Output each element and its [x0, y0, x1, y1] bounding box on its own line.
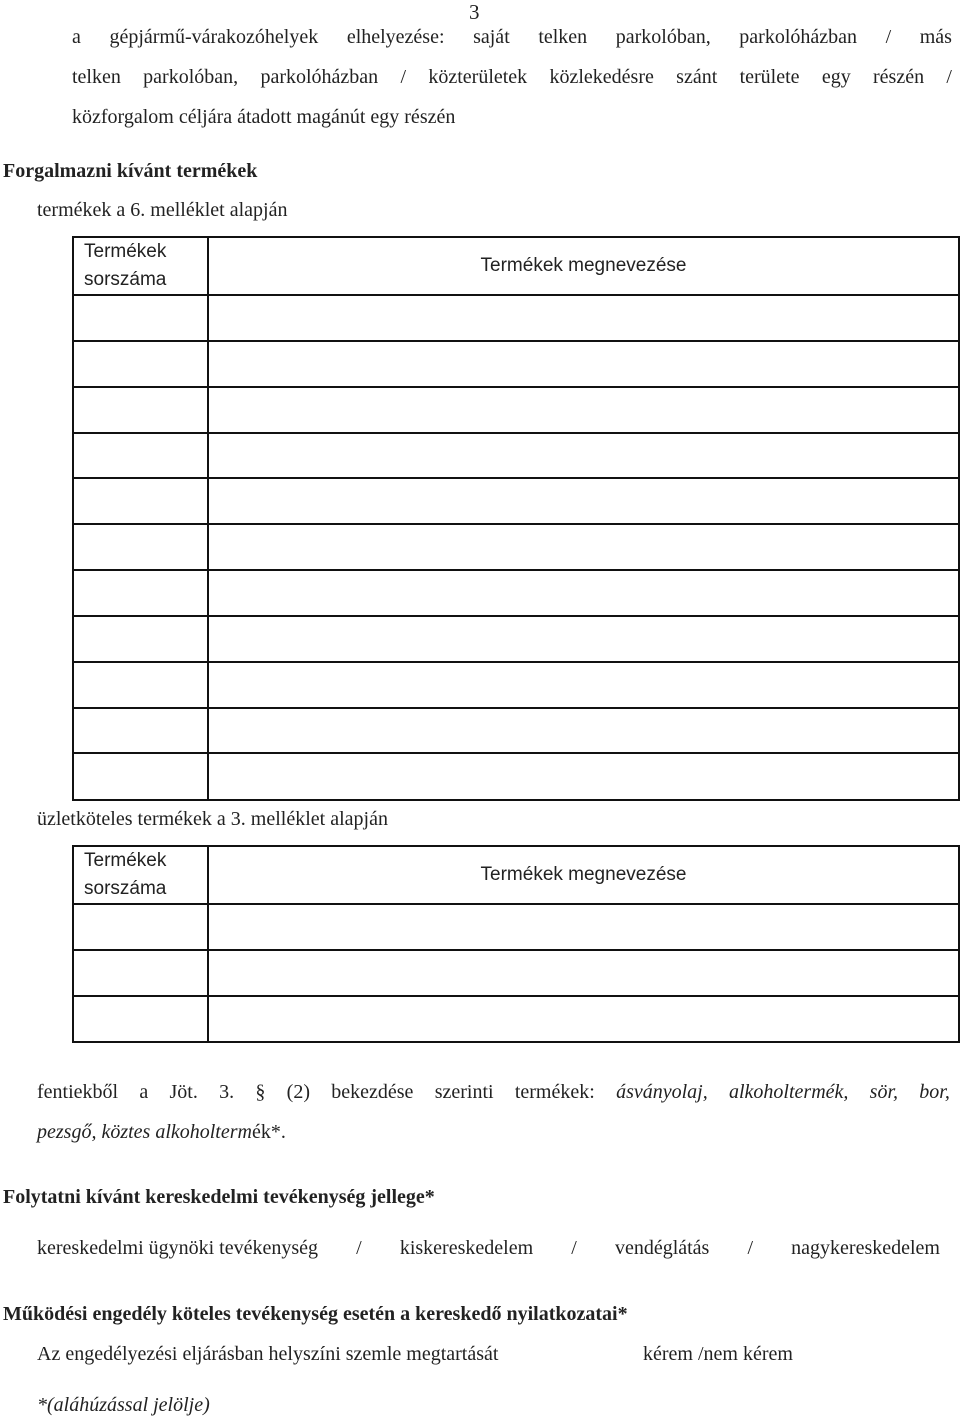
product-number-cell[interactable]	[73, 662, 208, 708]
table-row	[73, 662, 959, 708]
table-row	[73, 295, 959, 341]
page-number: 3	[469, 0, 480, 24]
excise-note-line-1	[37, 1081, 950, 1104]
activity-option[interactable]: nagykereskedelem	[791, 1237, 940, 1259]
activity-option[interactable]: vendéglátás	[614, 1237, 710, 1259]
product-number-cell[interactable]	[73, 433, 208, 478]
product-name-cell[interactable]	[208, 295, 959, 341]
activity-option[interactable]: kiskereskedelem	[399, 1237, 534, 1259]
table-row	[73, 904, 959, 950]
excise-note-italic-word: ásványolaj,	[616, 1081, 708, 1103]
column-header-number-line2: sorszáma	[84, 878, 167, 899]
products-6-subtitle: termékek a 6. melléklet alapján	[37, 199, 288, 221]
product-name-cell[interactable]	[208, 950, 959, 996]
column-header-number	[73, 237, 208, 295]
intro-line-1	[72, 26, 952, 49]
table-row	[73, 433, 959, 478]
excise-note-word: §	[255, 1081, 266, 1103]
intro-line-2-word: területe	[739, 66, 800, 88]
column-header-number-line2: sorszáma	[84, 269, 167, 290]
excise-note-italic-word: bor,	[919, 1081, 950, 1103]
intro-line-2-word: közterületek	[428, 66, 528, 88]
intro-line-1-word: parkolóban,	[615, 26, 711, 48]
intro-line-1-word: gépjármű-várakozóhelyek	[109, 26, 319, 48]
product-name-cell[interactable]	[208, 478, 959, 524]
product-name-cell[interactable]	[208, 433, 959, 478]
permit-heading: Működési engedély köteles tevékenység esetén a kereskedő nyilatkozatai*	[3, 1303, 628, 1325]
product-name-cell[interactable]	[208, 570, 959, 616]
permit-statement: Az engedélyezési eljárásban helyszíni szemle megtartását	[37, 1343, 499, 1365]
product-name-cell[interactable]	[208, 996, 959, 1042]
intro-line-2-word: közlekedésre	[549, 66, 654, 88]
table-row	[73, 387, 959, 433]
intro-line-2-word: /	[946, 66, 952, 88]
excise-note-word: bekezdése	[331, 1081, 414, 1103]
excise-note-word: fentiekből	[37, 1081, 119, 1103]
excise-note-tail: ék*.	[251, 1121, 286, 1143]
footnote: *(aláhúzással jelölje)	[37, 1394, 210, 1416]
product-number-cell[interactable]	[73, 904, 208, 950]
excise-note-word: (2)	[286, 1081, 310, 1103]
product-name-cell[interactable]	[208, 662, 959, 708]
intro-line-2-word: szánt	[676, 66, 718, 88]
products-3-subtitle: üzletköteles termékek a 3. melléklet alapján	[37, 808, 388, 830]
excise-note-word: a	[139, 1081, 149, 1103]
products-table-3	[72, 845, 960, 1043]
intro-line-2-word: részén	[873, 66, 925, 88]
intro-line-1-word: elhelyezése:	[346, 26, 445, 48]
column-header-name: Termékek megnevezése	[208, 237, 959, 295]
excise-note-italic-word: sör,	[869, 1081, 899, 1103]
intro-line-2-word: parkolóban,	[143, 66, 239, 88]
column-header-number-line1: Termékek	[84, 241, 167, 262]
intro-line-3: közforgalom céljára átadott magánút egy részén	[72, 106, 456, 128]
product-number-cell[interactable]	[73, 753, 208, 800]
excise-note-word: Jöt.	[169, 1081, 198, 1103]
table-row	[73, 478, 959, 524]
product-number-cell[interactable]	[73, 295, 208, 341]
table-header-row	[73, 846, 959, 904]
column-header-name: Termékek megnevezése	[208, 846, 959, 904]
product-number-cell[interactable]	[73, 341, 208, 387]
intro-line-1-word: telken	[538, 26, 588, 48]
product-name-cell[interactable]	[208, 904, 959, 950]
products-table-6	[72, 236, 960, 801]
table-row	[73, 341, 959, 387]
products-heading: Forgalmazni kívánt termékek	[3, 160, 258, 182]
option-separator: /	[356, 1237, 362, 1259]
intro-line-1-word: /	[885, 26, 892, 48]
table-row	[73, 616, 959, 662]
product-name-cell[interactable]	[208, 616, 959, 662]
product-name-cell[interactable]	[208, 524, 959, 570]
option-separator: /	[571, 1237, 577, 1259]
product-number-cell[interactable]	[73, 524, 208, 570]
intro-line-1-word: parkolóházban	[739, 26, 858, 48]
permit-choice[interactable]: kérem /nem kérem	[643, 1343, 793, 1365]
product-number-cell[interactable]	[73, 996, 208, 1042]
excise-note-word: 3.	[219, 1081, 235, 1103]
activity-heading: Folytatni kívánt kereskedelmi tevékenység jellege*	[3, 1186, 435, 1208]
product-number-cell[interactable]	[73, 616, 208, 662]
intro-line-2	[72, 66, 952, 89]
intro-line-1-word: a	[72, 26, 81, 48]
intro-line-2-word: /	[400, 66, 407, 88]
column-header-number-line1: Termékek	[84, 850, 167, 871]
product-number-cell[interactable]	[73, 478, 208, 524]
product-number-cell[interactable]	[73, 708, 208, 753]
excise-note-italic-word: alkoholtermék,	[728, 1081, 849, 1103]
excise-note-word: szerinti	[434, 1081, 494, 1103]
table-header-row	[73, 237, 959, 295]
product-number-cell[interactable]	[73, 570, 208, 616]
activity-option[interactable]: kereskedelmi ügynöki tevékenység	[37, 1237, 319, 1259]
table-row	[73, 996, 959, 1042]
intro-line-2-word: parkolóházban	[260, 66, 379, 88]
table-row	[73, 950, 959, 996]
table-row	[73, 570, 959, 616]
intro-line-2-word: egy	[821, 66, 851, 88]
option-separator: /	[747, 1237, 754, 1259]
excise-note-line-2	[37, 1121, 286, 1144]
excise-note-italic: pezsgő, köztes alkoholterm	[37, 1121, 252, 1143]
column-header-number	[73, 846, 208, 904]
excise-note-word: termékek:	[514, 1081, 595, 1103]
table-row	[73, 524, 959, 570]
intro-line-1-word: más	[919, 26, 952, 48]
product-number-cell[interactable]	[73, 387, 208, 433]
product-name-cell[interactable]	[208, 753, 959, 800]
table-row	[73, 708, 959, 753]
activity-options	[37, 1237, 940, 1260]
product-number-cell[interactable]	[73, 950, 208, 996]
intro-line-2-word: telken	[72, 66, 121, 88]
product-name-cell[interactable]	[208, 387, 959, 433]
product-name-cell[interactable]	[208, 341, 959, 387]
intro-line-1-word: saját	[473, 26, 510, 48]
product-name-cell[interactable]	[208, 708, 959, 753]
table-row	[73, 753, 959, 800]
